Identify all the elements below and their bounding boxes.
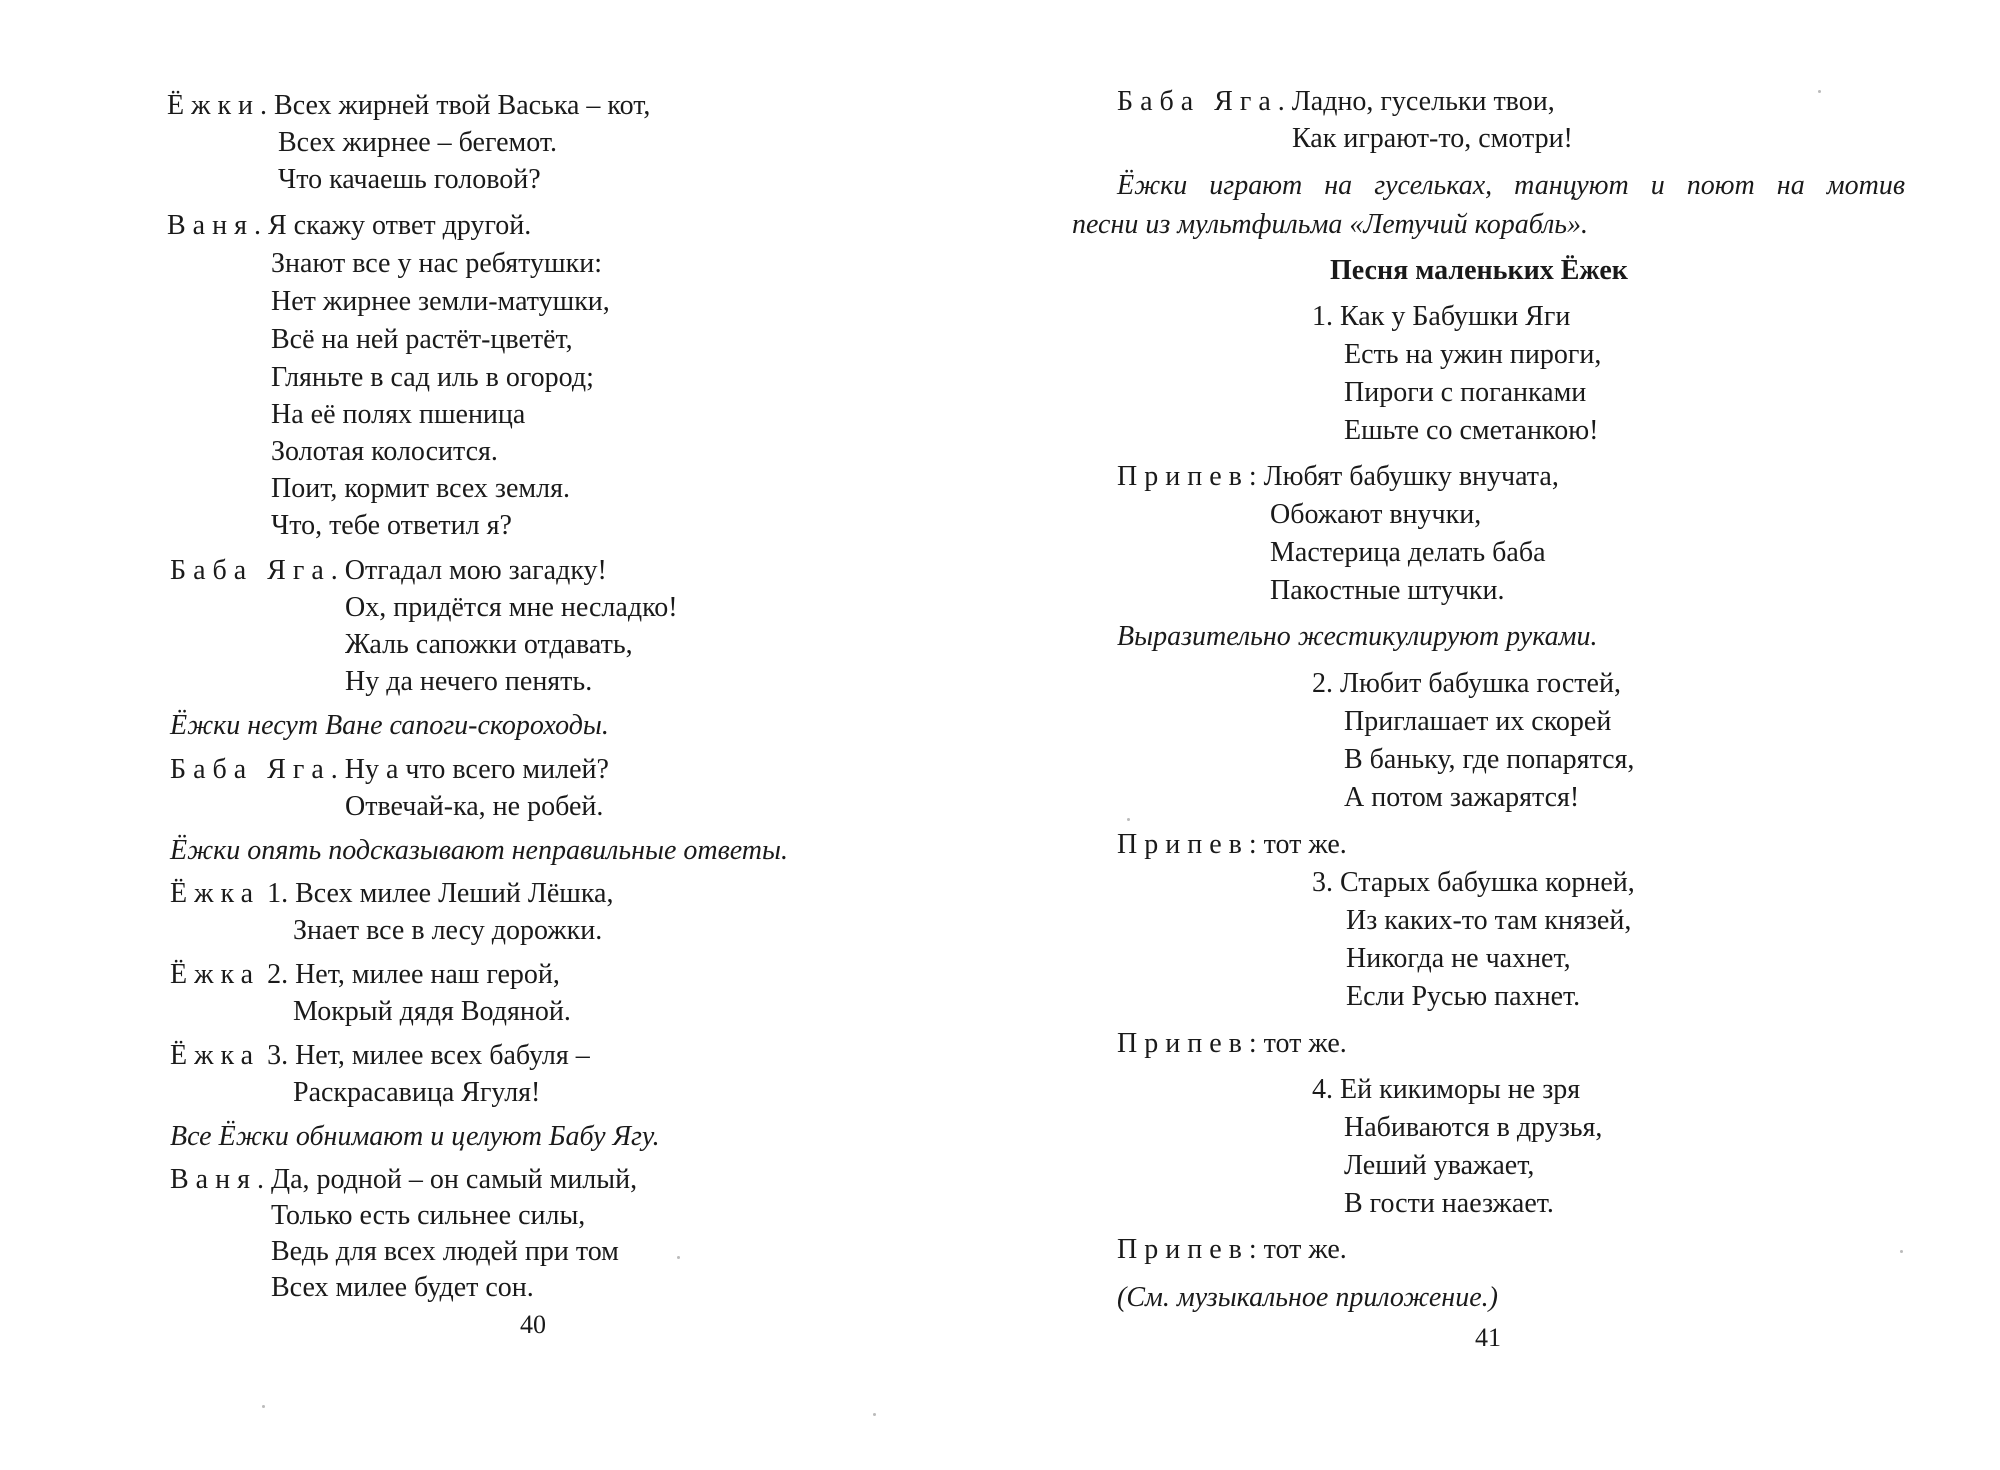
- verse-line: Пакостные штучки.: [1270, 575, 1505, 606]
- speaker-name: Ёжка: [170, 878, 261, 909]
- speaker-name: Баба Яга: [170, 555, 331, 586]
- line-text: Ладно, гусельки твои,: [1291, 86, 1555, 117]
- scan-speck: [1818, 90, 1821, 93]
- scan-speck: [677, 1256, 680, 1259]
- verse-line: Ну да нечего пенять.: [345, 666, 593, 697]
- verse-line: В гости наезжает.: [1344, 1188, 1554, 1219]
- scan-speck: [262, 1405, 265, 1408]
- scan-speck: [873, 1413, 876, 1416]
- verse-line: 3. Старых бабушка корней,: [1312, 867, 1635, 898]
- speaker-name: Баба Яга: [1117, 86, 1278, 117]
- verse-line: [170, 875, 613, 913]
- speaker-name: Ваня: [170, 1164, 257, 1195]
- verse-line: Поит, кормит всех земля.: [271, 473, 570, 504]
- speaker-name: Припев: [1117, 461, 1249, 492]
- line-text: Я скажу ответ другой.: [267, 210, 532, 241]
- stage-direction: песни из мультфильма «Летучий корабль».: [1072, 209, 1589, 240]
- stage-direction: Все Ёжки обнимают и целуют Бабу Ягу.: [170, 1121, 660, 1152]
- verse-line: Всё на ней растёт-цветёт,: [271, 324, 573, 355]
- verse-line: В баньку, где попарятся,: [1344, 744, 1635, 775]
- verse-line: Жаль сапожки отдавать,: [345, 629, 633, 660]
- verse-line: Что качаешь головой?: [278, 164, 541, 195]
- verse-line: Всех жирнее – бегемот.: [278, 127, 558, 158]
- verse-line: Никогда не чахнет,: [1346, 943, 1571, 974]
- speaker-name: Ёжка: [170, 959, 261, 990]
- verse-line: Как играют-то, смотри!: [1292, 123, 1573, 154]
- verse-line: Мокрый дядя Водяной.: [293, 996, 571, 1027]
- speaker-name: Баба Яга: [170, 754, 331, 785]
- verse-line: Баба Яга. Ладно, гусельки твои,: [1117, 86, 1555, 117]
- verse-line: Только есть сильнее силы,: [271, 1200, 586, 1231]
- verse-line: Ведь для всех людей при том: [271, 1236, 619, 1267]
- verse-line: Ваня. Я скажу ответ другой.: [167, 210, 532, 241]
- verse-line: Мастерица делать баба: [1270, 537, 1546, 568]
- page-number: 41: [1475, 1323, 1501, 1352]
- speaker-name: Припев: [1117, 1234, 1249, 1265]
- verse-line: Припев: тот же.: [1117, 1028, 1347, 1059]
- verse-line: 4. Ей кикиморы не зря: [1312, 1074, 1581, 1105]
- line-text: Да, родной – он самый милый,: [270, 1164, 638, 1195]
- line-text: тот же.: [1263, 1028, 1347, 1059]
- line-text: тот же.: [1263, 829, 1347, 860]
- verse-line: Если Русью пахнет.: [1346, 981, 1581, 1012]
- verse-line: Пироги с поганками: [1344, 377, 1587, 408]
- verse-line: Нет жирнее земли-матушки,: [271, 286, 610, 317]
- verse-line: Отвечай-ка, не робей.: [345, 791, 604, 822]
- verse-line: Ёжки. Всех жирней твой Васька – кот,: [167, 90, 651, 121]
- speaker-name: Ваня: [167, 210, 254, 241]
- verse-line: Ох, придётся мне несладко!: [345, 592, 678, 623]
- stage-direction: Ёжки играют на гусельках, танцуют и поют на мотив: [1117, 170, 1905, 201]
- verse-line: Припев: тот же.: [1117, 1234, 1347, 1265]
- verse-line: Леший уважает,: [1344, 1150, 1535, 1181]
- line-text: 3. Нет, милее всех бабуля –: [267, 1040, 590, 1071]
- stage-direction: Ёжки несут Ване сапоги-скороходы.: [170, 710, 609, 741]
- verse-line: А потом зажарятся!: [1344, 782, 1580, 813]
- verse-line: Есть на ужин пироги,: [1344, 339, 1602, 370]
- speaker-name: Ёжки: [167, 90, 261, 121]
- song-title: Песня маленьких Ёжек: [1330, 255, 1628, 286]
- scan-speck: [1127, 818, 1130, 821]
- stage-direction: Ёжки опять подсказывают неправильные ответы.: [170, 835, 788, 866]
- speaker-name: Ёжка: [170, 1040, 261, 1071]
- verse-line: Приглашает их скорей: [1344, 706, 1612, 737]
- verse-line: 2. Любит бабушка гостей,: [1312, 668, 1621, 699]
- stage-direction: Выразительно жестикулируют руками.: [1117, 621, 1598, 652]
- verse-line: Золотая колосится.: [271, 436, 498, 467]
- stage-direction: (См. музыкальное приложение.): [1117, 1282, 1498, 1313]
- verse-line: Раскрасавица Ягуля!: [293, 1077, 541, 1108]
- line-text: тот же.: [1263, 1234, 1347, 1265]
- verse-line: Гляньте в сад иль в огород;: [271, 362, 594, 393]
- verse-line: Баба Яга. Отгадал мою загадку!: [170, 555, 607, 586]
- verse-line: Набиваются в друзья,: [1344, 1112, 1603, 1143]
- verse-line: Ешьте со сметанкою!: [1344, 415, 1599, 446]
- verse-line: Что, тебе ответил я?: [271, 510, 512, 541]
- line-text: Всех жирней твой Васька – кот,: [274, 90, 651, 121]
- verse-line: Ваня. Да, родной – он самый милый,: [170, 1164, 638, 1195]
- speaker-name: Припев: [1117, 829, 1249, 860]
- verse-line: Припев: Любят бабушку внучата,: [1117, 461, 1559, 492]
- line-text: Ну а что всего милей?: [344, 754, 609, 785]
- verse-line: Всех милее будет сон.: [271, 1272, 534, 1303]
- verse-line: Знают все у нас ребятушки:: [271, 248, 602, 279]
- right-page: [1000, 0, 2000, 1470]
- verse-line: Обожают внучки,: [1270, 499, 1482, 530]
- verse-line: На её полях пшеница: [271, 399, 526, 430]
- verse-line: Знает все в лесу дорожки.: [293, 915, 603, 946]
- verse-line: [170, 956, 560, 994]
- page-number: 40: [520, 1310, 546, 1339]
- line-text: 2. Нет, милее наш герой,: [267, 959, 560, 990]
- line-text: Отгадал мою загадку!: [344, 555, 607, 586]
- verse-line: Припев: тот же.: [1117, 829, 1347, 860]
- verse-line: Из каких-то там князей,: [1346, 905, 1632, 936]
- scan-speck: [1900, 1250, 1903, 1253]
- verse-line: Баба Яга. Ну а что всего милей?: [170, 754, 609, 785]
- speaker-name: Припев: [1117, 1028, 1249, 1059]
- verse-line: 1. Как у Бабушки Яги: [1312, 301, 1571, 332]
- verse-line: [170, 1037, 590, 1075]
- line-text: 1. Всех милее Леший Лёшка,: [267, 878, 614, 909]
- line-text: Любят бабушку внучата,: [1263, 461, 1559, 492]
